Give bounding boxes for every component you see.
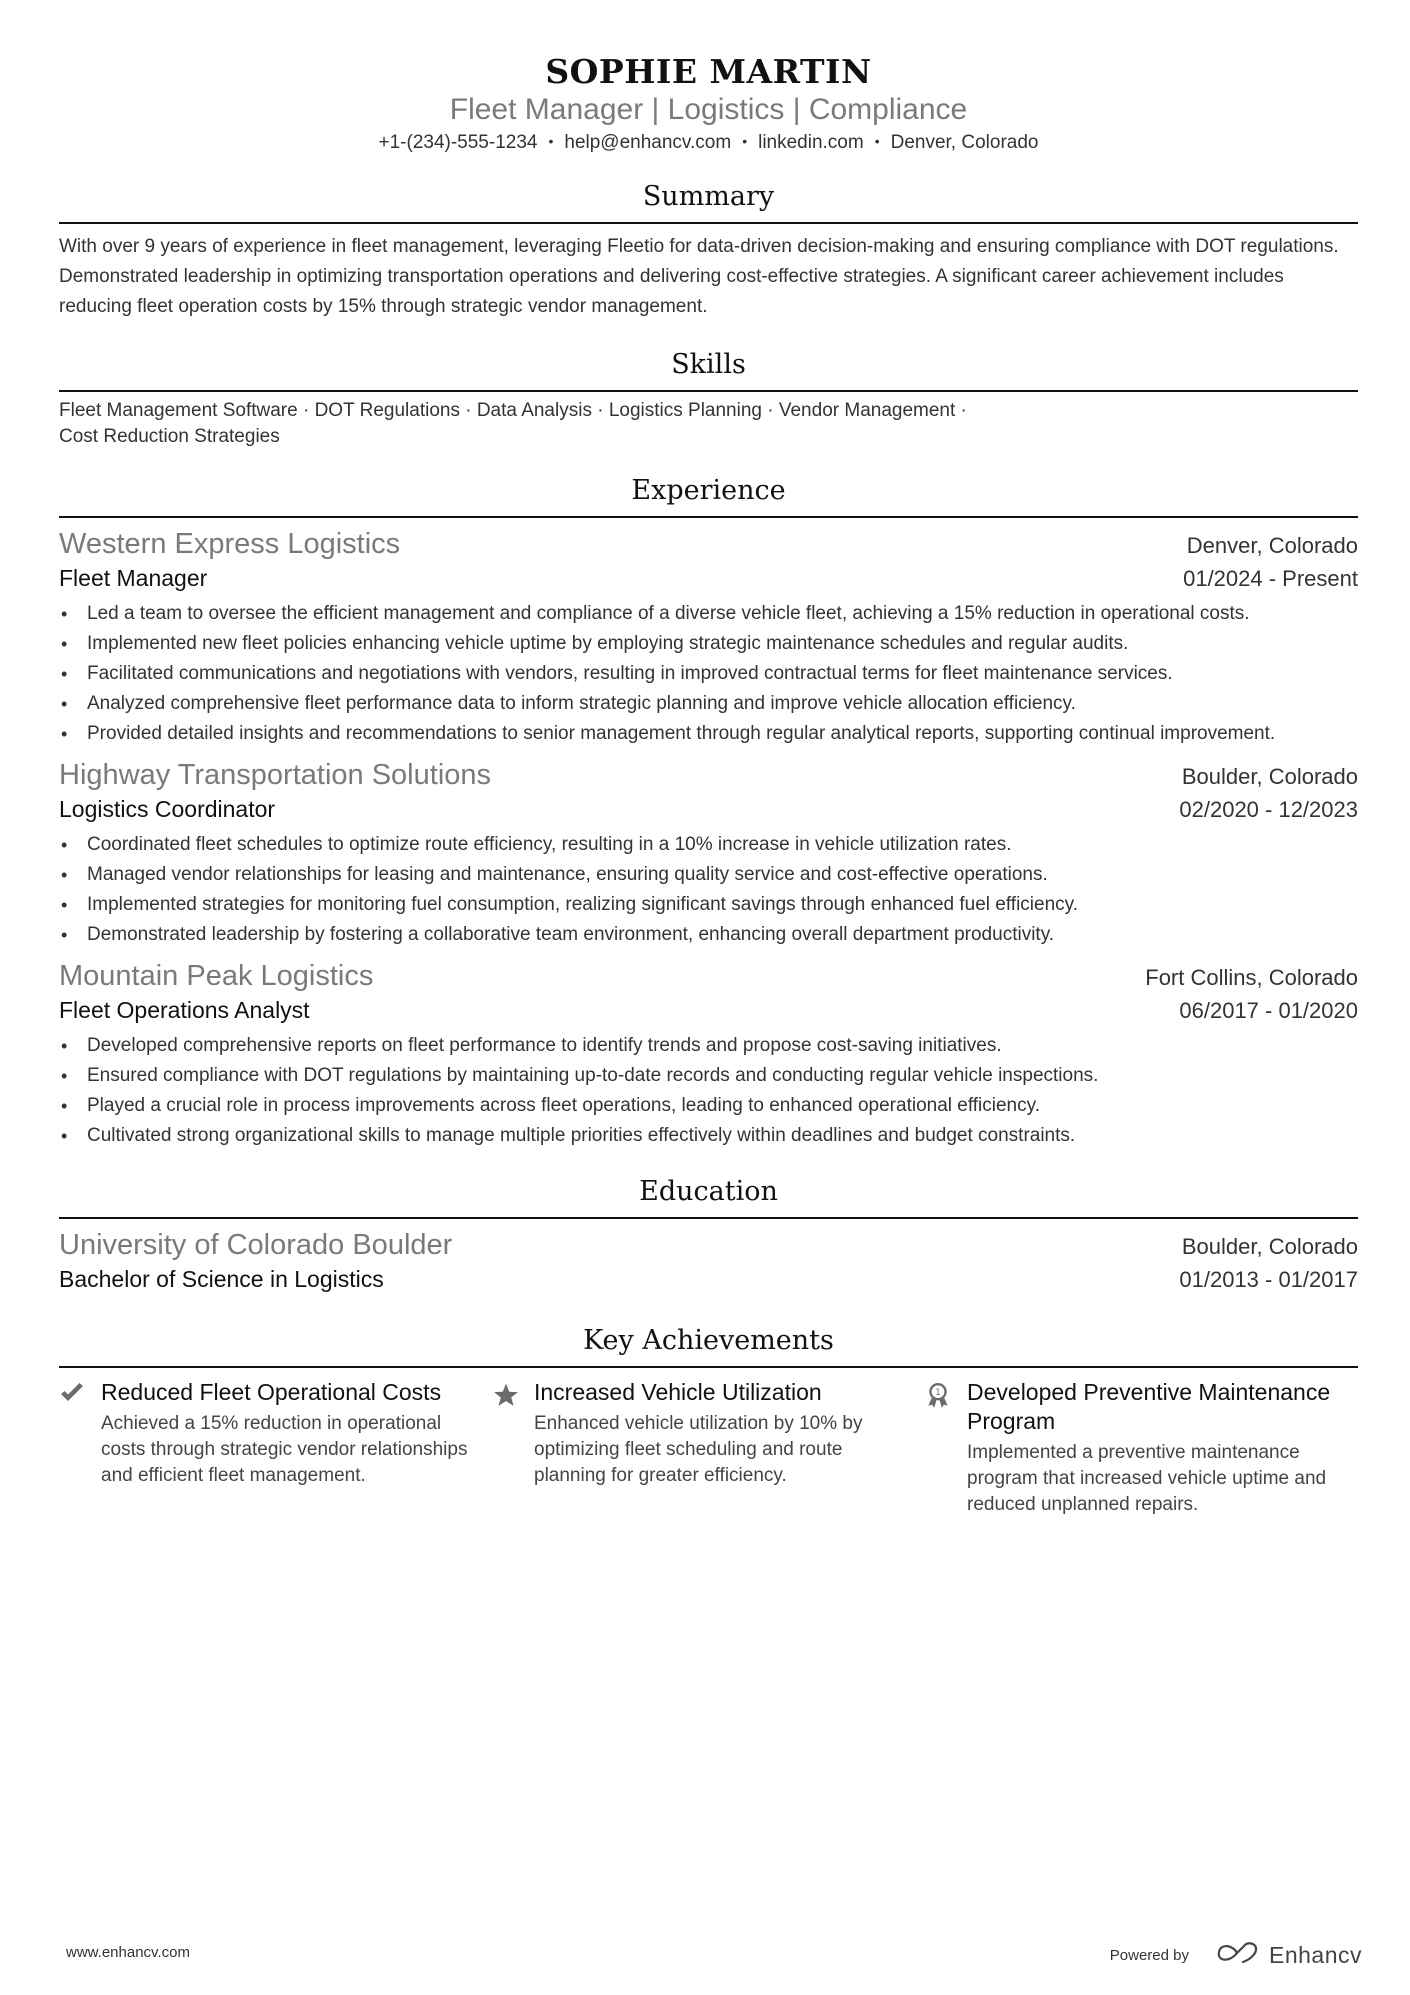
- job-bullet: • Implemented new fleet policies enhancing vehicle uptime by employing strategic maintenance schedules and regular audits.: [59, 629, 1358, 659]
- award-medal-icon: [925, 1378, 967, 1518]
- school-location: Boulder, Colorado: [1181, 1234, 1358, 1259]
- experience-entry: [59, 757, 1358, 950]
- brand-name: Enhancv: [1268, 1942, 1362, 1968]
- section-title-skills: Skills: [671, 349, 746, 380]
- enhancv-logo-icon: [1215, 1940, 1261, 1971]
- contact-linkedin[interactable]: linkedin.com: [758, 132, 864, 153]
- achievement-title: Increased Vehicle Utilization: [534, 1379, 822, 1405]
- contact-email[interactable]: help@enhancv.com: [564, 132, 732, 153]
- contact-phone: +1-(234)-555-1234: [378, 132, 538, 153]
- star-icon: [492, 1378, 534, 1518]
- page-footer: [0, 1940, 1410, 1970]
- footer-website-link[interactable]: www.enhancv.com: [66, 1944, 190, 1961]
- job-location: Denver, Colorado: [1186, 533, 1358, 558]
- achievement-description: Enhanced vehicle utilization by 10% by optimizing fleet scheduling and route planning for greater efficiency.: [534, 1413, 863, 1486]
- job-title: Fleet Manager: [59, 565, 208, 591]
- contact-separator: •: [874, 133, 880, 149]
- achievement-title: Reduced Fleet Operational Costs: [101, 1379, 442, 1405]
- company-name: Western Express Logistics: [59, 528, 401, 560]
- achievement-description: Implemented a preventive maintenance program that increased vehicle uptime and reduced unplanned repairs.: [967, 1442, 1327, 1515]
- resume-page: [59, 0, 1358, 1518]
- section-divider: [59, 516, 1358, 518]
- job-bullet: • Demonstrated leadership by fostering a collaborative team environment, enhancing overall department productivity.: [59, 920, 1358, 950]
- job-bullets: [59, 1031, 1358, 1151]
- section-divider: [59, 390, 1358, 392]
- candidate-name: SOPHIE MARTIN: [545, 52, 872, 91]
- job-bullet: • Provided detailed insights and recommendations to senior management through regular analytical reports, supporting continual improvement.: [59, 719, 1358, 749]
- job-location: Boulder, Colorado: [1181, 764, 1358, 789]
- job-bullets: [59, 599, 1358, 749]
- job-bullet: • Managed vendor relationships for leasing and maintenance, ensuring quality service and cost-effective operations.: [59, 860, 1358, 890]
- experience-entry: [59, 526, 1358, 749]
- company-name: Highway Transportation Solutions: [59, 759, 492, 791]
- achievement-item: [492, 1378, 925, 1518]
- candidate-headline: Fleet Manager | Logistics | Compliance: [449, 93, 968, 126]
- job-dates: 02/2020 - 12/2023: [1179, 797, 1358, 822]
- job-bullet: • Coordinated fleet schedules to optimize route efficiency, resulting in a 10% increase in vehicle utilization rates.: [59, 830, 1358, 860]
- job-bullet: • Cultivated strong organizational skills to manage multiple priorities effectively within deadlines and budget constraints.: [59, 1121, 1358, 1151]
- section-divider: [59, 1366, 1358, 1368]
- section-divider: [59, 222, 1358, 224]
- experience-entry: [59, 958, 1358, 1151]
- job-bullet: • Facilitated communications and negotiations with vendors, resulting in improved contractual terms for fleet maintenance services.: [59, 659, 1358, 689]
- summary-text: With over 9 years of experience in fleet management, leveraging Fleetio for data-driven decision-making and ensuring compliance with DOT regulations. Demonstrated leadership in optimizing transportation operations and delivering cost-effective strategies. A significant career achievement includes reducing fleet operation costs by 15% through strategic vendor management.: [59, 236, 1339, 317]
- job-bullet: • Analyzed comprehensive fleet performance data to inform strategic planning and improve vehicle allocation efficiency.: [59, 689, 1358, 719]
- job-dates: 01/2024 - Present: [1183, 566, 1358, 591]
- company-name: Mountain Peak Logistics: [59, 960, 374, 992]
- contact-separator: •: [548, 133, 554, 149]
- achievement-item: [59, 1378, 492, 1518]
- job-title: Fleet Operations Analyst: [59, 997, 310, 1023]
- section-divider: [59, 1217, 1358, 1219]
- powered-by-label: Powered by: [1109, 1947, 1189, 1964]
- footer-branding: [1110, 1940, 1362, 1971]
- achievement-description: Achieved a 15% reduction in operational costs through strategic vendor relationships and efficient fleet management.: [101, 1413, 468, 1486]
- checkmark-icon: [59, 1378, 101, 1518]
- contact-line: [59, 130, 1358, 156]
- degree: Bachelor of Science in Logistics: [59, 1266, 384, 1292]
- job-bullet: • Played a crucial role in process improvements across fleet operations, leading to enhanced operational efficiency.: [59, 1091, 1358, 1121]
- job-dates: 06/2017 - 01/2020: [1179, 998, 1358, 1023]
- education-dates: 01/2013 - 01/2017: [1179, 1267, 1358, 1292]
- section-title-summary: Summary: [642, 181, 775, 212]
- education-entry: [59, 1227, 1358, 1298]
- section-title-achievements: Key Achievements: [583, 1325, 834, 1356]
- section-title-education: Education: [639, 1176, 778, 1207]
- job-bullets: [59, 830, 1358, 950]
- job-bullet: • Developed comprehensive reports on fleet performance to identify trends and propose cost-saving initiatives.: [59, 1031, 1358, 1061]
- svg-text:1: 1: [935, 1387, 941, 1398]
- job-bullet: • Implemented strategies for monitoring fuel consumption, realizing significant savings through enhanced fuel efficiency.: [59, 890, 1358, 920]
- skills-line: Fleet Management Software · DOT Regulations · Data Analysis · Logistics Planning · Vendor Management ·: [59, 400, 967, 421]
- job-bullet: • Ensured compliance with DOT regulations by maintaining up-to-date records and conducting regular vehicle inspections.: [59, 1061, 1358, 1091]
- achievements-grid: [59, 1378, 1358, 1518]
- skills-line: Cost Reduction Strategies: [59, 426, 280, 447]
- section-title-experience: Experience: [631, 475, 786, 506]
- achievement-title: Developed Preventive Maintenance Program: [967, 1379, 1331, 1434]
- resume-header: [59, 0, 1358, 156]
- job-bullet: • Led a team to oversee the efficient management and compliance of a diverse vehicle fleet, achieving a 15% reduction in operational costs.: [59, 599, 1358, 629]
- achievement-item: [925, 1378, 1358, 1518]
- contact-location: Denver, Colorado: [890, 132, 1039, 153]
- skills-list: [59, 398, 1358, 450]
- job-location: Fort Collins, Colorado: [1145, 965, 1358, 990]
- school-name: University of Colorado Boulder: [59, 1229, 453, 1261]
- job-title: Logistics Coordinator: [59, 796, 276, 822]
- contact-separator: •: [742, 133, 748, 149]
